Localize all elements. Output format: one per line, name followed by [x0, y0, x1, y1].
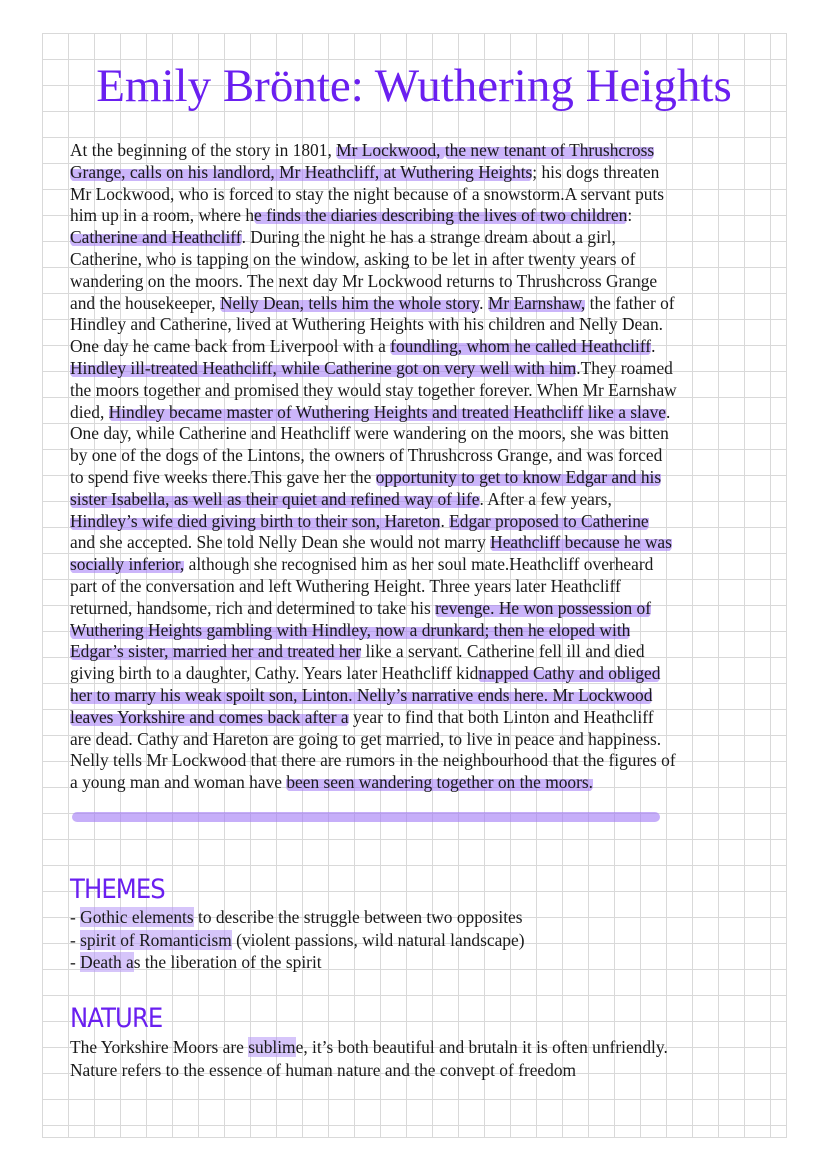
summary-line — [70, 249, 770, 271]
highlighted-text: foundling, whom he called Heathcliff — [390, 336, 652, 357]
theme-item: - spirit of Romanticism (violent passions, wild natural landscape) — [70, 929, 525, 950]
text-segment: .They roamed — [576, 357, 673, 378]
text-segment: . — [479, 292, 488, 313]
theme-highlight: Gothic elements — [80, 907, 194, 927]
nature-highlight: sublim — [248, 1037, 296, 1057]
highlighted-text: Hindley ill-treated Heathcliff, while Catherine got on very well with him — [70, 357, 577, 378]
text-segment: One day, while Catherine and Heathcliff were wandering on the moors, she was bitten — [70, 423, 669, 444]
text-segment: Mr Lockwood, who is forced to stay the night because of a snowstorm.A servant puts — [70, 183, 665, 204]
text-segment: part of the conversation and left Wuthering Height. Three years later Heathcliff — [70, 575, 621, 596]
summary-line — [70, 314, 770, 336]
highlighted-text: Grange, calls on his landlord, Mr Heathcliff, at Wuthering Heights — [70, 161, 533, 182]
highlighted-text: Catherine and Heathcliff — [70, 227, 242, 248]
text-segment: . — [651, 336, 656, 357]
theme-item: - Death as the liberation of the spirit — [70, 952, 322, 972]
text-segment: ; his dogs threaten — [532, 161, 660, 182]
highlighted-text: socially inferior, — [70, 554, 185, 575]
summary-line — [70, 511, 770, 533]
highlighted-text: napped Cathy and obliged — [478, 663, 661, 684]
nature-heading: NATURE — [70, 1003, 163, 1034]
highlighted-text: leaves Yorkshire and comes back after a — [70, 706, 349, 727]
summary-line — [70, 620, 770, 642]
text-segment: Hindley and Catherine, lived at Wuthering Heights with his children and Nelly Dean. — [70, 314, 664, 335]
summary-line — [70, 380, 770, 402]
nature-line: Nature refers to the essence of human nature and the convept of freedom — [70, 1059, 577, 1080]
highlighted-text: sister Isabella, as well as their quiet and refined way of life — [70, 488, 480, 509]
text-segment: : — [627, 205, 633, 226]
themes-list — [70, 906, 525, 974]
text-segment: wandering on the moors. The next day Mr Lockwood returns to Thrushcross Grange — [70, 270, 658, 291]
highlighted-text: Hindley’s wife died giving birth to their son, Hareton — [70, 510, 441, 531]
text-segment: One day he came back from Liverpool with a — [70, 336, 391, 357]
text-segment: the father of — [585, 292, 675, 313]
summary-line — [70, 184, 770, 206]
nature-line: The Yorkshire Moors are sublime, it’s both beautiful and brutaln it is often unfriendly. — [70, 1037, 668, 1057]
summary-line — [70, 489, 770, 511]
highlighted-text: opportunity to get to know Edgar and his — [375, 466, 662, 487]
summary-line — [70, 423, 770, 445]
page-title: Emily Brönte: Wuthering Heights — [96, 60, 732, 112]
highlighted-text: Hindley became master of Wuthering Heights and treated Heathcliff like a slave — [108, 401, 667, 422]
text-segment: died, — [70, 401, 109, 422]
highlighted-text: Edgar proposed to Catherine — [449, 510, 649, 531]
summary-line — [70, 358, 770, 380]
highlighted-text: been seen wandering together on the moors. — [286, 772, 594, 793]
highlighted-text: Mr Earnshaw, — [487, 292, 586, 313]
plot-summary — [70, 140, 770, 794]
theme-highlight: Death a — [80, 952, 134, 972]
text-segment: although she recognised him as her soul mate.Heathcliff overheard — [184, 554, 654, 575]
highlighted-text: Mr Lockwood, — [336, 140, 445, 160]
text-segment: him up in a room, where h — [70, 205, 255, 226]
summary-line — [70, 271, 770, 293]
highlighted-text: e finds the diaries describing the lives of two children — [254, 205, 628, 226]
summary-line — [70, 641, 770, 663]
text-segment: At the beginning of the story in 1801, — [70, 140, 337, 160]
summary-line — [70, 162, 770, 184]
summary-line — [70, 707, 770, 729]
summary-line — [70, 293, 770, 315]
summary-line — [70, 772, 770, 794]
text-segment: Catherine, who is tapping on the window, asking to be let in after twenty years of — [70, 248, 636, 269]
theme-highlight: spirit of Romanticism — [80, 929, 232, 950]
summary-line — [70, 554, 770, 576]
text-segment: . After a few years, — [479, 488, 612, 509]
summary-line — [70, 140, 770, 162]
summary-line — [70, 467, 770, 489]
text-segment: by one of the dogs of the Lintons, the owners of Thrushcross Grange, and was forced — [70, 445, 663, 466]
summary-line — [70, 336, 770, 358]
text-segment: . During the night he has a strange dream about a girl, — [241, 227, 616, 248]
text-segment: a young man and woman have — [70, 772, 287, 793]
text-segment: and the housekeeper, — [70, 292, 220, 313]
text-segment: . — [666, 401, 671, 422]
text-segment: like a servant. Catherine fell ill and died — [361, 641, 645, 662]
summary-line — [70, 227, 770, 249]
highlighted-text: Nelly Dean, tells him the whole story — [219, 292, 480, 313]
summary-line — [70, 576, 770, 598]
highlighted-text: Edgar’s sister, married her and treated her — [70, 641, 362, 662]
summary-line — [70, 205, 770, 227]
text-segment: the moors together and promised they would stay together forever. When Mr Earnshaw — [70, 379, 677, 400]
text-segment: are dead. Cathy and Hareton are going to get married, to live in peace and happiness. — [70, 728, 662, 749]
highlighter-stroke — [72, 812, 660, 822]
text-segment: giving birth to a daughter, Cathy. Years later Heathcliff kid — [70, 663, 479, 684]
text-segment: year to find that both Linton and Heathcliff — [348, 706, 654, 727]
text-segment: Nelly tells Mr Lockwood that there are rumors in the neighbourhood that the figures of — [70, 750, 676, 771]
highlighted-text: revenge. He won possession of — [435, 597, 651, 618]
highlighted-text: Heathcliff because he was — [490, 532, 672, 553]
summary-line — [70, 445, 770, 467]
summary-line — [70, 663, 770, 685]
highlighted-text: Wuthering Heights gambling with Hindley, now a drunkard; then he eloped with — [70, 619, 631, 640]
highlighted-text: the new tenant of Thrushcross — [444, 140, 655, 160]
summary-line — [70, 685, 770, 707]
summary-line — [70, 750, 770, 772]
text-segment: returned, handsome, rich and determined to take his — [70, 597, 436, 618]
summary-line — [70, 402, 770, 424]
summary-line — [70, 532, 770, 554]
theme-item: - Gothic elements to describe the struggle between two opposites — [70, 907, 523, 927]
themes-heading: THEMES — [70, 874, 165, 905]
highlighted-text: her to marry his weak spoilt son, Linton. Nelly’s narrative ends here. Mr Lockwood — [70, 684, 653, 705]
text-segment: . — [440, 510, 450, 531]
text-segment: to spend five weeks there.This gave her the — [70, 466, 376, 487]
nature-paragraph — [70, 1036, 668, 1081]
summary-line — [70, 729, 770, 751]
summary-line — [70, 598, 770, 620]
text-segment: and she accepted. She told Nelly Dean she would not marry — [70, 532, 491, 553]
